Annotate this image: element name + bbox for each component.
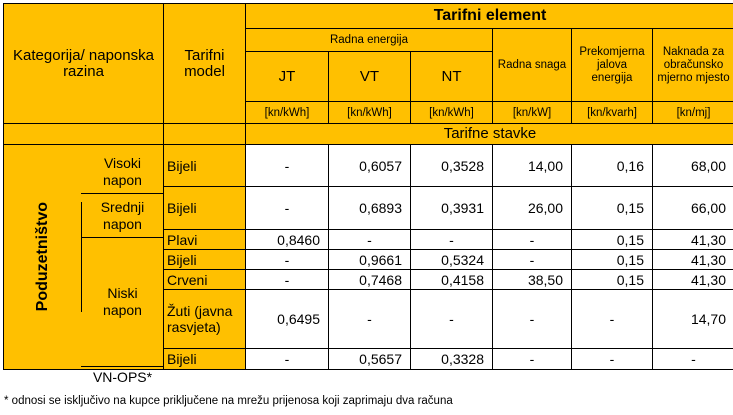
vt-value: 0,9661 xyxy=(329,250,411,270)
model-cell: Bijeli xyxy=(164,349,246,370)
naknada-value: 41,30 xyxy=(653,230,733,250)
naknada-value: - xyxy=(653,349,733,370)
tarifne-stavke-header: Tarifne stavke xyxy=(246,124,733,145)
level-niski xyxy=(81,238,164,367)
model-cell: Bijeli xyxy=(164,145,246,187)
level-niski-label: Niski napon xyxy=(103,285,142,318)
tariff-model-header: Tarifni model xyxy=(164,4,246,124)
nt-unit: [kn/kWh] xyxy=(411,102,493,124)
level-visoki xyxy=(81,151,164,194)
jalova-value: - xyxy=(572,290,653,349)
jt-value: - xyxy=(246,250,329,270)
prekomjerna-header: Prekomjerna jalova energija xyxy=(572,29,653,102)
jt-value: - xyxy=(246,187,329,230)
naknada-value: 66,00 xyxy=(653,187,733,230)
nt-value: - xyxy=(411,290,493,349)
nt-value: 0,3328 xyxy=(411,349,493,370)
nt-value: 0,3528 xyxy=(411,145,493,187)
jalova-value: 0,15 xyxy=(572,187,653,230)
vt-value: 0,6893 xyxy=(329,187,411,230)
model-cell: Plavi xyxy=(164,230,246,250)
radna-energija-header: Radna energija xyxy=(246,29,493,52)
naknada-header: Naknada za obračunsko mjerno mjesto xyxy=(653,29,733,102)
naknada-value: 41,30 xyxy=(653,250,733,270)
vt-value: - xyxy=(329,290,411,349)
jt-value: 0,6495 xyxy=(246,290,329,349)
level-srednji-label: Srednji napon xyxy=(100,198,145,232)
level-vnops-label: VN-OPS* xyxy=(92,368,153,385)
vt-value: - xyxy=(329,230,411,250)
jalova-value: 0,15 xyxy=(572,230,653,250)
vt-value: 0,6057 xyxy=(329,145,411,187)
nt-header: NT xyxy=(411,52,493,102)
category-header: Kategorija/ naponska razina xyxy=(4,4,164,124)
group-label: Poduzetništvo xyxy=(33,202,51,312)
jt-unit: [kn/kWh] xyxy=(246,102,329,124)
jt-value: - xyxy=(246,145,329,187)
jalova-value: 0,15 xyxy=(572,270,653,290)
blank-cell xyxy=(4,124,164,145)
model-cell: Crveni xyxy=(164,270,246,290)
tariff-element-header: Tarifni element xyxy=(246,4,733,29)
jt-value: - xyxy=(246,270,329,290)
footnote: * odnosi se isključivo na kupce priključene na mrežu prijenosa koji zaprimaju dva računa xyxy=(4,395,453,407)
nt-value: - xyxy=(411,230,493,250)
snaga-value: - xyxy=(493,290,572,349)
vt-value: 0,7468 xyxy=(329,270,411,290)
jalova-value: - xyxy=(572,349,653,370)
snaga-value: - xyxy=(493,349,572,370)
model-cell: Bijeli xyxy=(164,250,246,270)
nt-value: 0,3931 xyxy=(411,187,493,230)
level-srednji xyxy=(81,194,164,238)
naknada-value: 68,00 xyxy=(653,145,733,187)
snaga-value: 14,00 xyxy=(493,145,572,187)
vt-header: VT xyxy=(329,52,411,102)
nt-value: 0,4158 xyxy=(411,270,493,290)
vt-value: 0,5657 xyxy=(329,349,411,370)
level-vnops xyxy=(81,367,164,387)
jalova-value: 0,16 xyxy=(572,145,653,187)
model-cell: Žuti (javna rasvjeta) xyxy=(164,290,246,349)
snaga-value: - xyxy=(493,250,572,270)
jt-header: JT xyxy=(246,52,329,102)
radna-snaga-header: Radna snaga xyxy=(493,29,572,102)
jt-value: - xyxy=(246,349,329,370)
jt-value: 0,8460 xyxy=(246,230,329,250)
snaga-unit: [kn/kW] xyxy=(493,102,572,124)
jalova-value: 0,15 xyxy=(572,250,653,270)
naknada-value: 14,70 xyxy=(653,290,733,349)
naknada-value: 41,30 xyxy=(653,270,733,290)
model-cell: Bijeli xyxy=(164,187,246,230)
jalova-unit: [kn/kvarh] xyxy=(572,102,653,124)
snaga-value: - xyxy=(493,230,572,250)
naknada-unit: [kn/mj] xyxy=(653,102,733,124)
level-visoki-label: Visoki napon xyxy=(103,155,142,188)
snaga-value: 38,50 xyxy=(493,270,572,290)
snaga-value: 26,00 xyxy=(493,187,572,230)
blank-cell xyxy=(164,124,246,145)
nt-value: 0,5324 xyxy=(411,250,493,270)
vt-unit: [kn/kWh] xyxy=(329,102,411,124)
